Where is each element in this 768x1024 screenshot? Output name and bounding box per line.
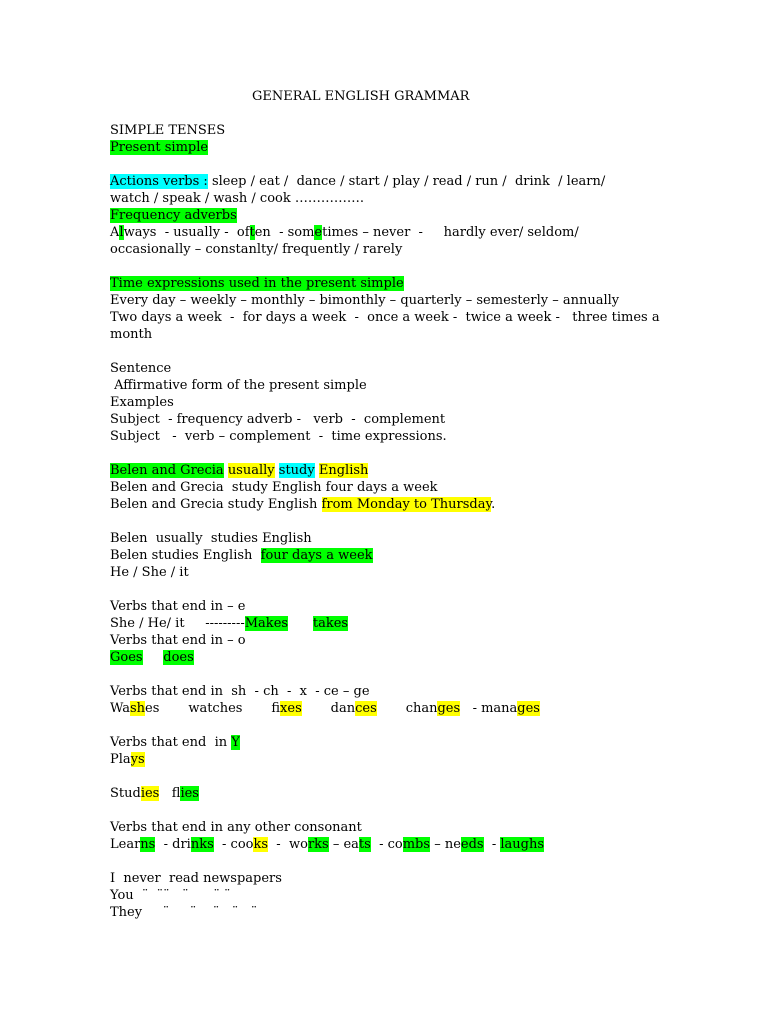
text-segment: Every day – weekly – monthly – bimonthly – quarterly – semesterly – annually (110, 293, 620, 308)
highlighted-text: ges (517, 701, 540, 716)
text-line (110, 207, 237, 224)
text-line (110, 649, 194, 666)
text-segment: occasionally – constanlty/ frequently / rarely (110, 242, 403, 257)
text-segment: SIMPLE TENSES (110, 123, 226, 138)
text-line (110, 428, 447, 445)
text-line (110, 326, 152, 343)
text-segment: Pla (110, 752, 131, 767)
text-segment: . (491, 497, 496, 512)
highlighted-text: Makes (244, 616, 289, 631)
text-line (110, 887, 231, 904)
text-segment: es watches fi (145, 701, 281, 716)
text-line (110, 598, 245, 615)
highlighted-text: study (278, 463, 315, 478)
highlighted-text: ns (140, 837, 156, 852)
text-segment: ways - usually - of (123, 225, 250, 240)
highlighted-text: laughs (500, 837, 545, 852)
text-line (110, 751, 145, 768)
text-line (110, 734, 240, 751)
text-line (110, 411, 445, 428)
text-segment: times – never - hardly ever/ seldom/ (322, 225, 579, 240)
highlighted-text: Time expressions used in the present simple (110, 276, 404, 291)
highlighted-text: English (318, 463, 369, 478)
text-segment (143, 650, 164, 665)
text-line (110, 479, 438, 496)
highlighted-text: takes (312, 616, 349, 631)
text-segment: Subject - frequency adverb - verb - complement (110, 412, 446, 427)
text-segment: dan (301, 701, 356, 716)
highlighted-text: eds (460, 837, 484, 852)
text-line (110, 122, 225, 139)
highlighted-text: ies (140, 786, 160, 801)
text-segment: - wo (268, 837, 308, 852)
text-segment: A (110, 225, 120, 240)
text-line (110, 564, 189, 581)
text-line (110, 496, 495, 513)
text-segment: Belen usually studies English (110, 531, 312, 546)
text-segment: Belen and Grecia study English (110, 497, 322, 512)
highlighted-text: Frequency adverbs (110, 208, 237, 223)
text-line (110, 836, 544, 853)
highlighted-text: ys (130, 752, 145, 767)
text-segment: - (483, 837, 501, 852)
highlighted-text: xes (280, 701, 302, 716)
document-title: GENERAL ENGLISH GRAMMAR (252, 89, 470, 104)
text-segment: Verbs that end in – e (110, 599, 246, 614)
text-segment: Verbs that end in (110, 735, 232, 750)
text-line (110, 683, 370, 700)
text-segment: - coo (213, 837, 254, 852)
text-segment: Lear (110, 837, 141, 852)
text-segment: month (110, 327, 153, 342)
highlighted-text: ts (358, 837, 371, 852)
text-segment: Belen studies English (110, 548, 261, 563)
highlighted-text: Actions verbs : (110, 174, 208, 189)
text-segment: Verbs that end in sh - ch - x - ce – ge (110, 684, 370, 699)
highlighted-text: mbs (402, 837, 431, 852)
text-segment: en - som (254, 225, 315, 240)
text-line (110, 173, 605, 190)
highlighted-text: does (163, 650, 194, 665)
highlighted-text: rks (307, 837, 329, 852)
text-segment: chan (376, 701, 438, 716)
highlighted-text: Belen and Grecia (110, 463, 224, 478)
text-segment: fl (159, 786, 181, 801)
text-segment: I never read newspapers (110, 871, 282, 886)
text-segment: Verbs that end in – o (110, 633, 246, 648)
highlighted-text: from Monday to Thursday (321, 497, 492, 512)
text-line (110, 139, 208, 156)
text-line (110, 377, 367, 394)
text-segment: He / She / it (110, 565, 189, 580)
text-segment: Subject - verb – complement - time expressions. (110, 429, 447, 444)
text-segment: – ne (430, 837, 461, 852)
highlighted-text: t (249, 225, 255, 240)
text-line (110, 275, 404, 292)
highlighted-text: Goes (110, 650, 143, 665)
text-line (110, 870, 282, 887)
text-segment: You ¨ ¨¨ ¨ ¨ ¨ (110, 888, 231, 903)
text-segment: Wa (110, 701, 130, 716)
text-line (110, 462, 368, 479)
highlighted-text: nks (190, 837, 214, 852)
text-segment: Belen and Grecia study English four days a week (110, 480, 438, 495)
text-segment: She / He/ it --------- (110, 616, 245, 631)
text-segment: Examples (110, 395, 174, 410)
highlighted-text: usually (227, 463, 275, 478)
text-line (110, 530, 312, 547)
highlighted-text: Y (231, 735, 240, 750)
highlighted-text: l (119, 225, 124, 240)
text-segment: Affirmative form of the present simple (110, 378, 367, 393)
text-line (110, 700, 540, 717)
text-line (110, 394, 174, 411)
text-line (110, 547, 373, 564)
highlighted-text: e (314, 225, 323, 240)
text-segment: watch / speak / wash / cook ……………. (110, 191, 365, 206)
text-line (110, 292, 619, 309)
text-segment: They ¨ ¨ ¨ ¨ ¨ (110, 905, 258, 920)
text-line (110, 190, 364, 207)
highlighted-text: Present simple (110, 140, 209, 155)
text-line (110, 819, 362, 836)
highlighted-text: ces (355, 701, 377, 716)
text-segment: sleep / eat / dance / start / play / read / run / drink / learn/ (207, 174, 606, 189)
text-line (110, 904, 257, 921)
text-line (110, 632, 246, 649)
text-segment: - mana (460, 701, 518, 716)
text-line (110, 360, 171, 377)
text-segment: Verbs that end in any other consonant (110, 820, 362, 835)
text-line (110, 615, 348, 632)
text-segment: – ea (328, 837, 359, 852)
text-segment: - dri (155, 837, 191, 852)
text-line (110, 309, 660, 326)
highlighted-text: ks (253, 837, 269, 852)
text-line (110, 241, 402, 258)
highlighted-text: sh (129, 701, 146, 716)
highlighted-text: ges (437, 701, 461, 716)
text-line (110, 785, 199, 802)
text-segment: Sentence (110, 361, 172, 376)
highlighted-text: ies (180, 786, 199, 801)
text-segment: Two days a week - for days a week - once a week - twice a week - three times a (110, 310, 660, 325)
text-segment: - co (370, 837, 403, 852)
text-segment: Stud (110, 786, 141, 801)
text-line (110, 224, 579, 241)
highlighted-text: four days a week (260, 548, 373, 563)
text-segment (288, 616, 313, 631)
